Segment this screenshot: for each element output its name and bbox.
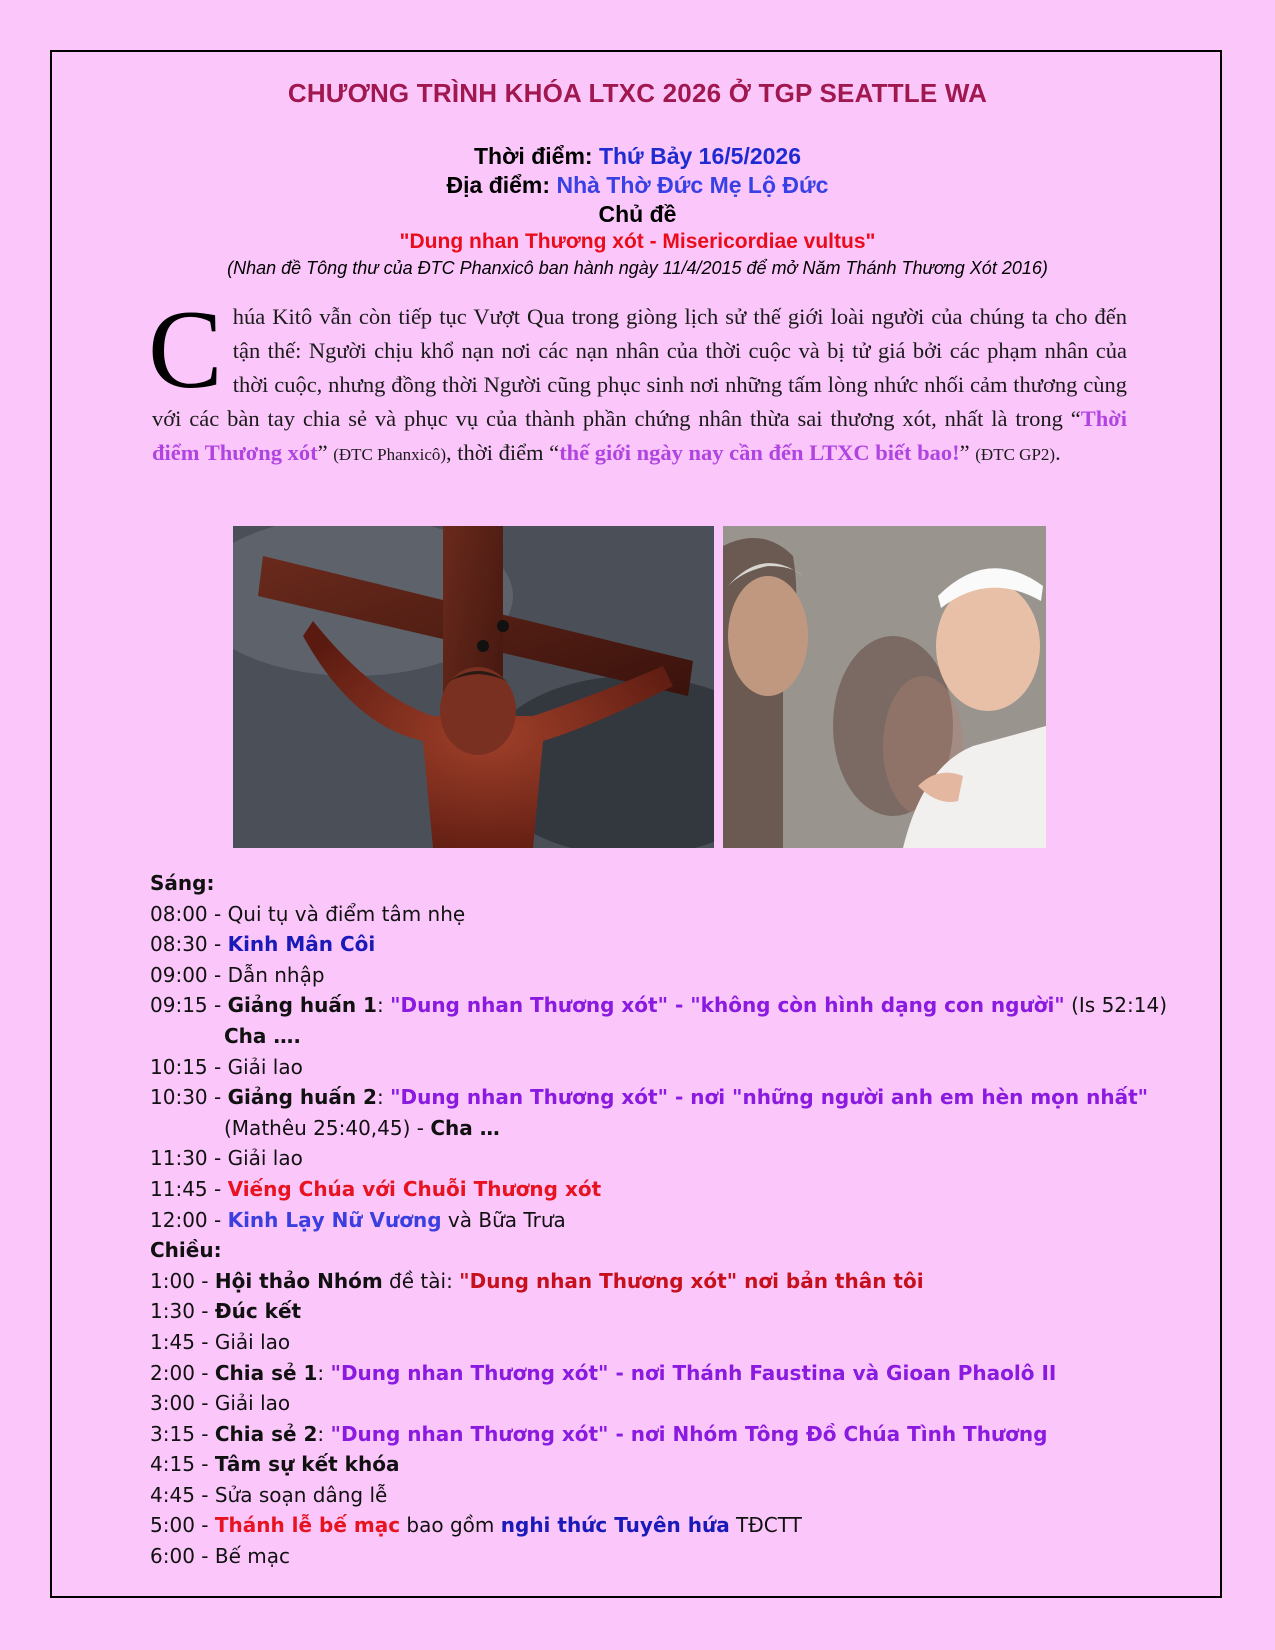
schedule-speaker: Cha ….	[224, 1023, 301, 1048]
schedule-item: 2:00 - Chia sẻ 1: "Dung nhan Thương xót" - nơi Thánh Faustina và Gioan Phaolô II	[150, 1360, 1057, 1385]
schedule-item: 4:45 - Sửa soạn dâng lễ	[150, 1482, 388, 1507]
schedule-item: 08:00 - Qui tụ và điểm tâm nhẹ	[150, 901, 466, 926]
pope-francis-image-art	[723, 526, 1046, 848]
time-label: Thời điểm:	[473, 143, 593, 169]
intro-source-2: (ĐTC GP2)	[975, 445, 1056, 464]
schedule-item: 10:30 - Giảng huấn 2: "Dung nhan Thương xót" - nơi "những người anh em hèn mọn nhất"	[150, 1085, 1149, 1110]
afternoon-heading: Chiều:	[150, 1238, 222, 1263]
schedule-item: 1:45 - Giải lao	[150, 1329, 291, 1354]
intro-highlight-2: thế giới ngày nay cần đến LTXC biết bao!	[559, 440, 960, 465]
schedule-item: 11:45 - Viếng Chúa với Chuỗi Thương xót	[150, 1176, 602, 1201]
place-value: Nhà Thờ Đức Mẹ Lộ Đức	[556, 172, 829, 198]
pope-francis-image	[723, 526, 1046, 848]
schedule-item: 11:30 - Giải lao	[150, 1146, 303, 1171]
schedule-item: 12:00 - Kinh Lạy Nữ Vương và Bữa Trưa	[150, 1207, 566, 1232]
schedule-item: 3:00 - Giải lao	[150, 1391, 291, 1416]
schedule-item: 09:00 - Dẫn nhập	[150, 962, 325, 987]
place-label: Địa điểm	[446, 172, 543, 198]
page-title: CHƯƠNG TRÌNH KHÓA LTXC 2026 Ở TGP SEATTLE WA	[287, 78, 988, 108]
intro-text: ”	[317, 440, 334, 465]
intro-text: , thời điểm “	[446, 440, 560, 465]
theme-value: "Dung nhan Thương xót - Misericordiae vultus"	[399, 230, 876, 253]
schedule-item: 09:15 - Giảng huấn 1: "Dung nhan Thương xót" - "không còn hình dạng con người" (Is 52:14)	[150, 993, 1168, 1018]
drop-cap: C	[148, 288, 223, 412]
intro-text: húa Kitô vẫn còn tiếp tục Vượt Qua trong giòng lịch sử thế giới loài người của chúng ta cho đến tận thế: Người chịu khổ nạn nơi các nạn nhân của thời cuộc và bị tử giá bởi các phạm nhân của thời cuộc, nhưng đồng thời Người cũng phục sinh nơi những tấm lòng nhức nhối cảm thương cùng với các bàn tay chia sẻ và phục vụ của thành phần chứng nhân thừa sai thương xót, nhất là trong “	[152, 304, 1127, 431]
schedule-speaker: (Mathêu 25:40,45) - Cha …	[224, 1115, 500, 1140]
schedule-item: 08:30 - Kinh Mân Côi	[150, 932, 376, 957]
crucifixion-image-art	[233, 526, 714, 848]
place-line: Địa điểm: Nhà Thờ Đức Mẹ Lộ Đức	[446, 172, 829, 198]
time-value: Thứ Bảy 16/5/2026	[598, 143, 802, 169]
intro-source-1: (ĐTC Phanxicô)	[333, 445, 447, 464]
crucifixion-image	[233, 526, 714, 848]
schedule-item: 5:00 - Thánh lễ bế mạc bao gồm nghi thức Tuyên hứa TĐCTT	[150, 1513, 802, 1538]
schedule-item: 3:15 - Chia sẻ 2: "Dung nhan Thương xót" - nơi Nhóm Tông Đồ Chúa Tình Thương	[150, 1421, 1048, 1446]
intro-text: ”	[959, 440, 976, 465]
schedule-item: 6:00 - Bế mạc	[150, 1544, 290, 1569]
time-line	[0, 143, 1275, 170]
schedule-item: 1:00 - Hội thảo Nhóm đề tài: "Dung nhan Thương xót" nơi bản thân tôi	[150, 1268, 924, 1293]
schedule-item: 1:30 - Đúc kết	[150, 1299, 302, 1324]
schedule	[150, 868, 1168, 1572]
intro-highlight-1: Thời điểm Thương xót	[152, 406, 1127, 465]
intro-text: .	[1055, 440, 1061, 465]
intro-paragraph	[148, 288, 1127, 472]
theme-label: Chủ đề	[598, 201, 677, 227]
morning-heading: Sáng:	[150, 871, 215, 895]
schedule-item: 4:15 - Tâm sự kết khóa	[150, 1452, 400, 1477]
schedule-item: 10:15 - Giải lao	[150, 1054, 303, 1079]
theme-note: (Nhan đề Tông thư của ĐTC Phanxicô ban hành ngày 11/4/2015 để mở Năm Thánh Thương Xót 2016)	[227, 258, 1048, 278]
